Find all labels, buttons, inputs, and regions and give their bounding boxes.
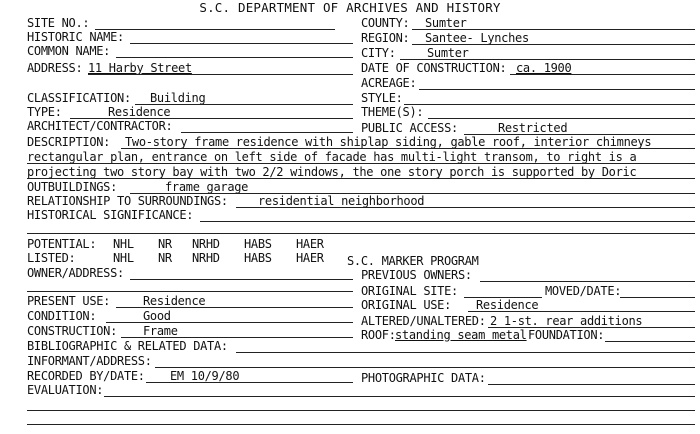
architect-line — [181, 132, 353, 133]
roof-label: ROOF: — [361, 328, 396, 342]
owner-extra-line — [27, 291, 353, 292]
description-line-3: projecting two story bay with two 2/2 windows, the one story porch is supported by Doric — [27, 165, 637, 179]
address-line — [88, 74, 353, 75]
original-site-label: ORIGINAL SITE: — [361, 284, 458, 298]
listed-habs: HABS — [244, 251, 272, 265]
region-label: REGION: — [361, 31, 410, 45]
bibliographic-line — [236, 352, 695, 353]
construction-label: CONSTRUCTION: — [27, 324, 118, 338]
county-label: COUNTY: — [361, 16, 410, 30]
date-construction-label: DATE OF CONSTRUCTION: — [361, 61, 507, 75]
address-value: 11 Harby Street — [88, 61, 192, 75]
potential-label: POTENTIAL: — [27, 237, 97, 251]
condition-line — [106, 322, 353, 323]
informant-line — [155, 367, 695, 368]
city-line — [400, 59, 695, 60]
common-name-label: COMMON NAME: — [27, 44, 111, 58]
sc-marker-label: S.C. MARKER PROGRAM — [347, 254, 479, 268]
themes-line — [428, 118, 695, 119]
potential-haer: HAER — [296, 237, 324, 251]
present-use-line — [116, 307, 353, 308]
relationship-label: RELATIONSHIP TO SURROUNDINGS: — [27, 194, 228, 208]
public-access-value: Restricted — [498, 121, 568, 135]
site-no-line — [95, 29, 335, 30]
recorded-by-value: EM 10/9/80 — [170, 369, 240, 383]
construction-value: Frame — [143, 324, 178, 338]
historic-name-label: HISTORIC NAME: — [27, 30, 124, 44]
foundation-line — [605, 341, 695, 342]
altered-label: ALTERED/UNALTERED: — [361, 314, 486, 328]
description-rule-1 — [121, 148, 695, 149]
potential-nrhd: NRHD — [192, 237, 220, 251]
relationship-value: residential neighborhood — [258, 194, 425, 208]
potential-nhl: NHL — [113, 237, 134, 251]
moved-date-label: MOVED/DATE: — [545, 284, 622, 298]
date-construction-value: ca. 1900 — [516, 61, 572, 75]
roof-value: standing seam metal — [395, 328, 527, 342]
listed-haer: HAER — [296, 251, 324, 265]
construction-line — [121, 337, 353, 338]
listed-nhl: NHL — [113, 251, 134, 265]
description-rule-2 — [27, 163, 695, 164]
original-use-value: Residence — [476, 298, 539, 312]
listed-label: LISTED: — [27, 251, 76, 265]
condition-label: CONDITION: — [27, 309, 97, 323]
owner-address-label: OWNER/ADDRESS: — [27, 266, 124, 280]
bibliographic-label: BIBLIOGRAPHIC & RELATED DATA: — [27, 339, 228, 353]
historical-significance-line — [200, 221, 695, 222]
acreage-label: ACREAGE: — [361, 76, 417, 90]
foundation-label: FOUNDATION: — [528, 328, 605, 342]
historic-name-line — [130, 43, 353, 44]
recorded-by-label: RECORDED BY/DATE: — [27, 369, 145, 383]
type-value: Residence — [108, 105, 171, 119]
outbuildings-value: frame garage — [165, 180, 249, 194]
evaluation-line — [104, 396, 695, 397]
themes-label: THEME(S): — [361, 105, 424, 119]
region-line — [412, 44, 695, 45]
original-use-label: ORIGINAL USE: — [361, 298, 452, 312]
photographic-line — [488, 384, 695, 385]
public-access-label: PUBLIC ACCESS: — [361, 121, 458, 135]
potential-habs: HABS — [244, 237, 272, 251]
site-no-label: SITE NO.: — [27, 16, 90, 30]
previous-owners-line — [480, 281, 695, 282]
date-construction-line — [510, 74, 695, 75]
listed-nrhd: NRHD — [192, 251, 220, 265]
present-use-label: PRESENT USE: — [27, 294, 111, 308]
photographic-label: PHOTOGRAPHIC DATA: — [361, 371, 486, 385]
classification-label: CLASSIFICATION: — [27, 91, 131, 105]
present-use-value: Residence — [143, 294, 206, 308]
informant-label: INFORMANT/ADDRESS: — [27, 354, 152, 368]
region-value: Santee- Lynches — [425, 31, 529, 45]
altered-value: 2 1-st. rear additions — [490, 314, 643, 328]
condition-value: Good — [143, 309, 171, 323]
form-title: S.C. DEPARTMENT OF ARCHIVES AND HISTORY — [199, 0, 501, 15]
moved-date-line — [620, 297, 695, 298]
original-use-line — [468, 311, 695, 312]
potential-nr: NR — [158, 237, 172, 251]
architect-label: ARCHITECT/CONTRACTOR: — [27, 119, 173, 133]
address-label: ADDRESS: — [27, 61, 83, 75]
description-rule-3 — [27, 178, 695, 179]
historical-significance-label: HISTORICAL SIGNIFICANCE: — [27, 208, 194, 222]
type-label: TYPE: — [27, 105, 62, 119]
significance-extra-line — [27, 233, 695, 234]
style-label: STYLE: — [361, 91, 403, 105]
description-line-1: Two-story frame residence with shiplap siding, gable roof, interior chimneys — [125, 135, 652, 149]
relationship-line — [236, 207, 695, 208]
recorded-by-line — [146, 382, 353, 383]
city-label: CITY: — [361, 46, 396, 60]
county-line — [412, 29, 695, 30]
outbuildings-label: OUTBUILDINGS: — [27, 180, 118, 194]
evaluation-extra-line-2 — [27, 424, 695, 425]
evaluation-extra-line-1 — [27, 410, 695, 411]
city-value: Sumter — [427, 46, 469, 60]
description-line-2: rectangular plan, entrance on left side of facade has multi-light transom, to right is a — [27, 150, 637, 164]
listed-nr: NR — [158, 251, 172, 265]
acreage-line — [419, 89, 695, 90]
evaluation-label: EVALUATION: — [27, 383, 104, 397]
common-name-line — [116, 57, 353, 58]
classification-value: Building — [150, 91, 206, 105]
style-line — [404, 104, 695, 105]
description-label: DESCRIPTION: — [27, 135, 111, 149]
previous-owners-label: PREVIOUS OWNERS: — [361, 268, 472, 282]
owner-address-line — [130, 279, 353, 280]
county-value: Sumter — [425, 16, 467, 30]
